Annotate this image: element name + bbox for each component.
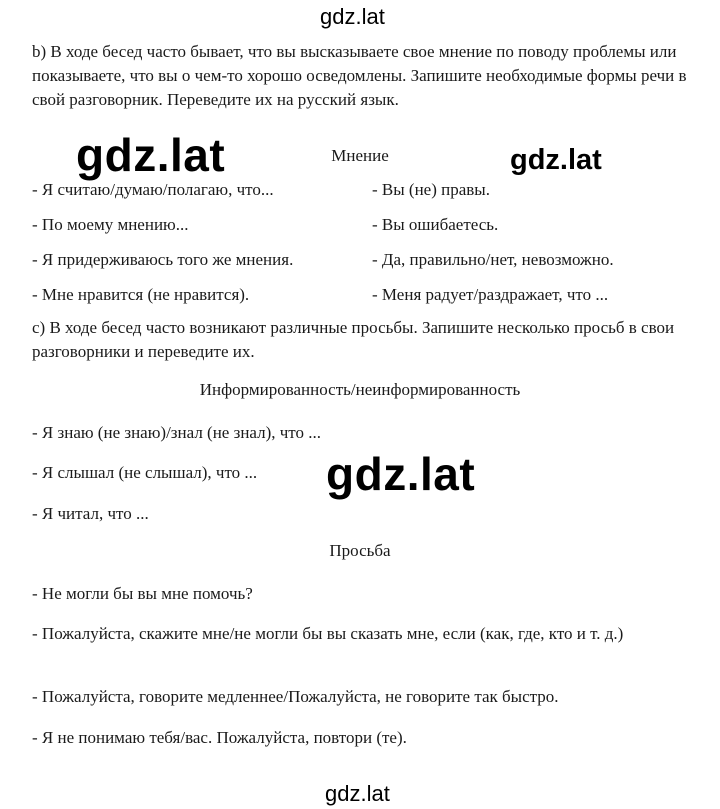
request-item: - Пожалуйста, скажите мне/не могли бы вы сказать мне, если (как, где, кто и т. д.) bbox=[32, 624, 624, 643]
opinion-right-item: - Вы (не) правы. bbox=[372, 180, 490, 199]
opinion-right-item: - Да, правильно/нет, невозможно. bbox=[372, 250, 614, 269]
info-item: - Я читал, что ... bbox=[32, 504, 149, 523]
request-item: - Не могли бы вы мне помочь? bbox=[32, 584, 253, 603]
opinion-left-item: - По моему мнению... bbox=[32, 215, 189, 234]
info-item: - Я знаю (не знаю)/знал (не знал), что ... bbox=[32, 423, 322, 442]
watermark-center: gdz.lat bbox=[326, 448, 476, 500]
info-item: - Я слышал (не слышал), что ... bbox=[32, 463, 258, 482]
watermark-bottom: gdz.lat bbox=[325, 781, 390, 806]
watermark-left: gdz.lat bbox=[76, 129, 226, 181]
request-item: - Я не понимаю тебя/вас. Пожалуйста, повтори (те). bbox=[32, 728, 407, 747]
opinion-left-item: - Я считаю/думаю/полагаю, что... bbox=[32, 180, 274, 199]
watermark-right: gdz.lat bbox=[510, 144, 602, 176]
request-heading: Просьба bbox=[329, 541, 391, 560]
section-c-intro: с) В ходе бесед часто возникают различные просьбы. Запишите несколько просьб в свои разговорники и переведите их. bbox=[32, 318, 675, 361]
opinion-right-item: - Вы ошибаетесь. bbox=[372, 215, 499, 234]
opinion-left-item: - Мне нравится (не нравится). bbox=[32, 285, 250, 304]
opinion-heading: Мнение bbox=[331, 146, 389, 165]
section-b-intro: b) В ходе бесед часто бывает, что вы высказываете свое мнение по поводу проблемы или показываете, что вы о чем-то хорошо осведомлены. Запишите необходимые формы речи в свой разговорник. Переведите их на русский язык. bbox=[32, 42, 687, 109]
request-item: - Пожалуйста, говорите медленнее/Пожалуйста, не говорите так быстро. bbox=[32, 687, 559, 706]
info-heading: Информированность/неинформированность bbox=[199, 380, 521, 399]
opinion-right-item: - Меня радует/раздражает, что ... bbox=[372, 285, 609, 304]
opinion-left-item: - Я придерживаюсь того же мнения. bbox=[32, 250, 294, 269]
watermark-top: gdz.lat bbox=[320, 4, 385, 29]
